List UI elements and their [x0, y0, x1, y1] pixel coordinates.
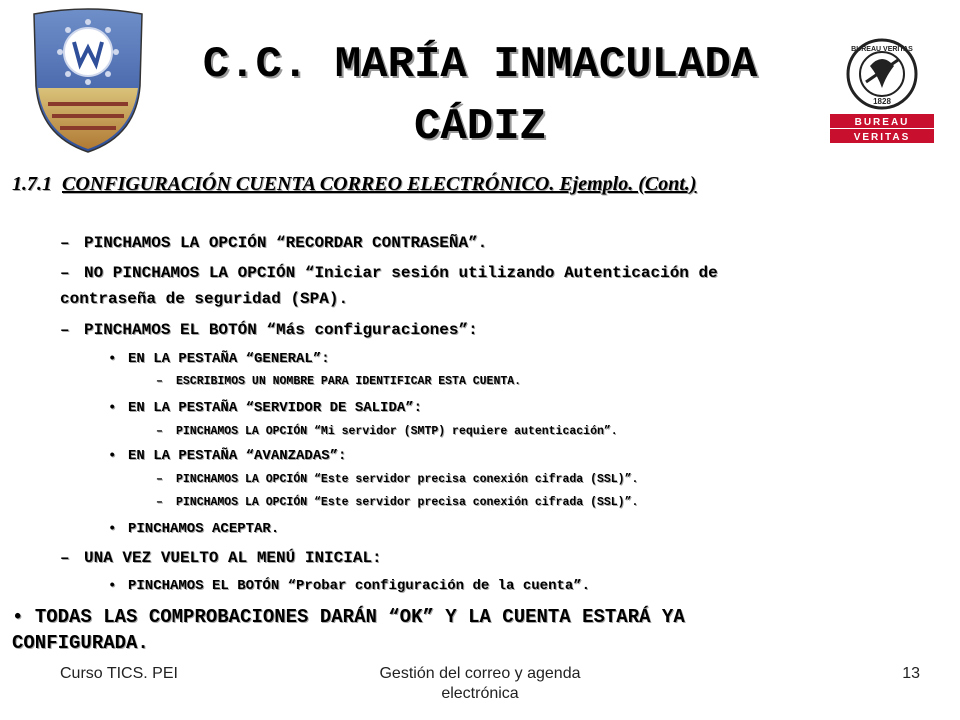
footer-topic-line1: Gestión del correo y agenda: [379, 665, 581, 682]
footer-topic: [330, 664, 630, 704]
dot-bullet: •: [108, 400, 117, 416]
list-item-continuation: [60, 286, 348, 312]
list-item-text: PINCHAMOS EL BOTÓN “Probar configuración de la cuenta”.: [128, 578, 591, 594]
list-item-text: PINCHAMOS LA OPCIÓN “RECORDAR CONTRASEÑA”.: [84, 234, 488, 252]
list-item: [156, 423, 618, 441]
list-item-text: PINCHAMOS LA OPCIÓN “Este servidor precisa conexión cifrada (SSL)”.: [176, 473, 639, 486]
list-item-text: UNA VEZ VUELTO AL MENÚ INICIAL:: [84, 549, 382, 567]
list-item: [60, 545, 382, 571]
dash-bullet: –: [60, 264, 70, 282]
logo-year: 1828: [873, 97, 891, 106]
final-note-text-line2: CONFIGURADA.: [12, 632, 149, 654]
dash-bullet: –: [156, 425, 163, 438]
list-item-text: EN LA PESTAÑA “AVANZADAS”:: [128, 448, 347, 464]
list-item-text: ESCRIBIMOS UN NOMBRE PARA IDENTIFICAR ESTA CUENTA.: [176, 375, 522, 388]
logo-band-bottom: VERITAS: [853, 132, 911, 143]
page-title-line1: C.C. MARÍA INMACULADA: [202, 40, 758, 90]
dot-bullet: •: [12, 606, 24, 628]
list-item: [156, 471, 638, 489]
list-item: [60, 230, 487, 256]
list-item-text: PINCHAMOS EL BOTÓN “Más configuraciones”:: [84, 321, 478, 339]
dash-bullet: –: [60, 549, 70, 567]
list-item: [156, 494, 638, 512]
list-item-text: EN LA PESTAÑA “GENERAL”:: [128, 351, 330, 367]
dot-bullet: •: [108, 351, 117, 367]
dot-bullet: •: [108, 448, 117, 464]
final-note: [12, 604, 942, 656]
page-number: 13: [902, 665, 920, 682]
logo-ring-text: BUREAU VERITAS: [851, 46, 913, 53]
footer-topic-line2: electrónica: [441, 685, 519, 702]
section-title: CONFIGURACIÓN CUENTA CORREO ELECTRÓNICO. Ejemplo. (Cont.): [62, 173, 697, 195]
list-item-text: PINCHAMOS LA OPCIÓN “Este servidor precisa conexión cifrada (SSL)”.: [176, 496, 639, 509]
page-title-line2: CÁDIZ: [413, 102, 547, 152]
list-item-text: PINCHAMOS LA OPCIÓN “Mi servidor (SMTP) requiere autenticación”.: [176, 425, 618, 438]
logo-band-top: BUREAU: [854, 117, 910, 128]
dash-bullet: –: [156, 473, 163, 486]
dot-bullet: •: [108, 578, 117, 594]
list-item: [108, 518, 279, 540]
dash-bullet: –: [60, 234, 70, 252]
list-item: [108, 348, 330, 370]
list-item: [60, 260, 718, 286]
dash-bullet: –: [156, 375, 163, 388]
list-item-text: contraseña de seguridad (SPA).: [60, 290, 349, 308]
list-item: [156, 373, 521, 391]
dash-bullet: –: [60, 321, 70, 339]
list-item: [108, 445, 346, 467]
list-item-text: PINCHAMOS ACEPTAR.: [128, 521, 280, 537]
final-note-text-line1: TODAS LAS COMPROBACIONES DARÁN “OK” Y LA CUENTA ESTARÁ YA: [34, 606, 685, 628]
footer-course: Curso TICS. PEI: [60, 665, 178, 682]
bureau-veritas-logo: [826, 36, 938, 146]
section-heading: [12, 170, 942, 198]
dot-bullet: •: [108, 521, 117, 537]
list-item: [108, 575, 590, 597]
list-item-text: NO PINCHAMOS LA OPCIÓN “Iniciar sesión utilizando Autenticación de: [84, 264, 718, 282]
section-number: 1.7.1: [12, 173, 52, 195]
list-item: [108, 397, 422, 419]
dash-bullet: –: [156, 496, 163, 509]
list-item-text: EN LA PESTAÑA “SERVIDOR DE SALIDA”:: [128, 400, 423, 416]
list-item: [60, 317, 478, 343]
